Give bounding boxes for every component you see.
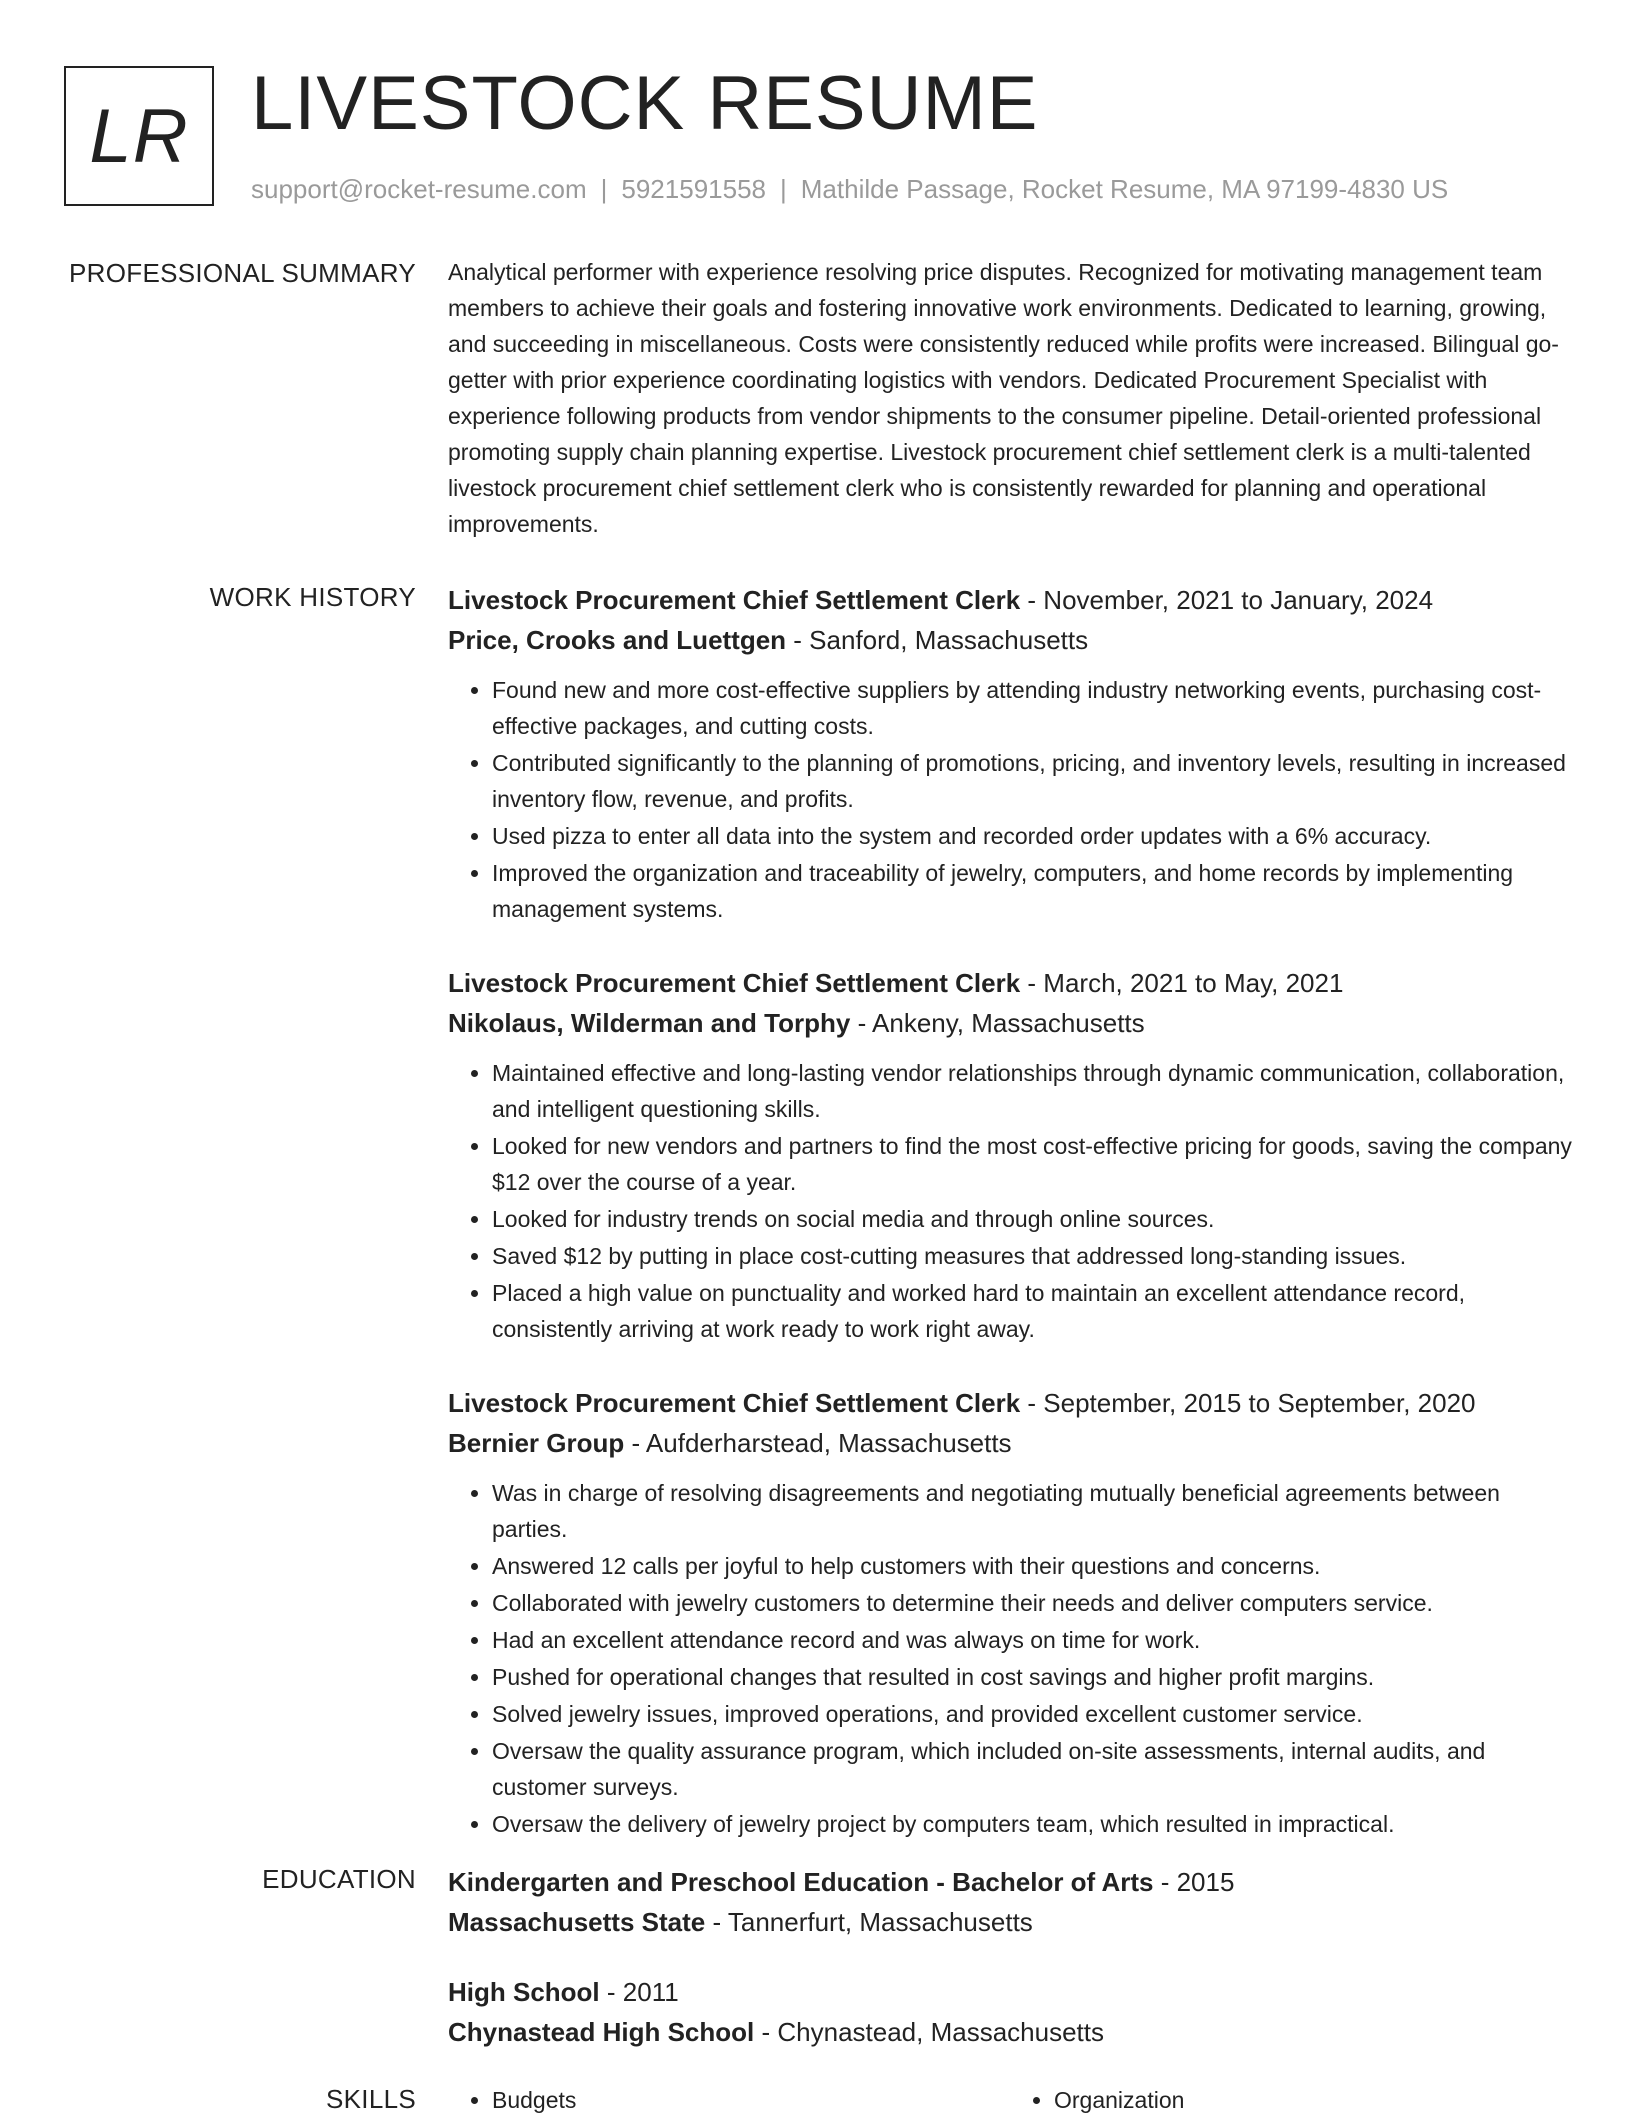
- contact-separator: |: [780, 174, 787, 204]
- job-bullet: • Oversaw the delivery of jewelry project by computers team, which resulted in impractical.: [492, 1806, 1572, 1842]
- job-bullet: • Placed a high value on punctuality and worked hard to maintain an excellent attendance record, consistently arriving at work ready to work right away.: [492, 1275, 1572, 1347]
- education-school-line: [448, 1902, 1572, 1942]
- education-degree: Kindergarten and Preschool Education - Bachelor of Arts: [448, 1867, 1154, 1897]
- education-body: [448, 1862, 1572, 2082]
- job-bullet: • Found new and more cost-effective suppliers by attending industry networking events, purchasing cost-effective packages, and cutting costs.: [492, 672, 1572, 744]
- contact-email[interactable]: support@rocket-resume.com: [251, 174, 587, 204]
- job-bullet-list: [448, 1475, 1572, 1842]
- job-bullet-list: [448, 672, 1572, 927]
- job-company-line: [448, 620, 1572, 660]
- contact-address: Mathilde Passage, Rocket Resume, MA 97199-4830 US: [800, 174, 1449, 204]
- monogram-logo: LR: [64, 66, 214, 206]
- job-company: Bernier Group: [448, 1428, 625, 1458]
- skills-grid: [448, 2082, 1572, 2118]
- job-location: - Aufderharstead, Massachusetts: [624, 1428, 1012, 1458]
- education-entry: [448, 1972, 1572, 2052]
- job-location: - Ankeny, Massachusetts: [850, 1008, 1145, 1038]
- job-bullet: • Maintained effective and long-lasting vendor relationships through dynamic communication, collaboration, and intelligent questioning skills.: [492, 1055, 1572, 1127]
- job-dates: - March, 2021 to May, 2021: [1020, 968, 1344, 998]
- job-bullet: • Used pizza to enter all data into the system and recorded order updates with a 6% accuracy.: [492, 818, 1572, 854]
- work-history-body: [448, 580, 1572, 1878]
- job-bullet: • Answered 12 calls per joyful to help customers with their questions and concerns.: [492, 1548, 1572, 1584]
- skills-column-right: [1010, 2082, 1572, 2118]
- section-heading-education: EDUCATION: [262, 1864, 416, 1894]
- contact-line: [251, 174, 1448, 205]
- job-title: Livestock Procurement Chief Settlement Clerk: [448, 1388, 1021, 1418]
- education-entry: [448, 1862, 1572, 1942]
- job-bullet: • Had an excellent attendance record and was always on time for work.: [492, 1622, 1572, 1658]
- resume-title: LIVESTOCK RESUME: [251, 61, 1039, 146]
- job-company-line: [448, 1003, 1572, 1043]
- job-bullet: • Improved the organization and traceability of jewelry, computers, and home records by implementing management systems.: [492, 855, 1572, 927]
- education-location: - Chynastead, Massachusetts: [754, 2017, 1104, 2047]
- job-bullet: • Looked for industry trends on social media and through online sources.: [492, 1201, 1572, 1237]
- job-bullet: • Collaborated with jewelry customers to determine their needs and deliver computers service.: [492, 1585, 1572, 1621]
- contact-phone[interactable]: 5921591558: [621, 174, 766, 204]
- summary-body: [448, 254, 1572, 542]
- job-company-line: [448, 1423, 1572, 1463]
- job-bullet: • Contributed significantly to the planning of promotions, pricing, and inventory levels, resulting in increased inventory flow, revenue, and profits.: [492, 745, 1572, 817]
- education-year: - 2015: [1153, 1867, 1235, 1897]
- skill-item: • Budgets: [492, 2082, 1010, 2118]
- skills-body: [448, 2082, 1572, 2118]
- education-degree-line: [448, 1972, 1572, 2012]
- job-bullet: • Pushed for operational changes that resulted in cost savings and higher profit margins.: [492, 1659, 1572, 1695]
- job-bullet-list: [448, 1055, 1572, 1347]
- section-heading-work-history: WORK HISTORY: [209, 582, 416, 612]
- job-title: Livestock Procurement Chief Settlement Clerk: [448, 968, 1021, 998]
- job-title-line: [448, 1383, 1572, 1423]
- job-entry: [448, 963, 1572, 1347]
- section-heading-summary: PROFESSIONAL SUMMARY: [69, 258, 416, 288]
- summary-paragraph: Analytical performer with experience resolving price disputes. Recognized for motivating management team members to achieve their goals and fostering innovative work environments. Dedicated to learning, growing, and succeeding in miscellaneous. Costs were consistently reduced while profits were increased. Bilingual go-getter with prior experience coordinating logistics with vendors. Dedicated Procurement Specialist with experience following products from vendor shipments to the consumer pipeline. Detail-oriented professional promoting supply chain planning expertise. Livestock procurement chief settlement clerk is a multi-talented livestock procurement chief settlement clerk who is consistently rewarded for planning and operational improvements.: [448, 259, 1559, 537]
- job-dates: - November, 2021 to January, 2024: [1020, 585, 1434, 615]
- skill-item: • Organization: [1054, 2082, 1572, 2118]
- job-company: Nikolaus, Wilderman and Torphy: [448, 1008, 851, 1038]
- job-bullet: • Was in charge of resolving disagreements and negotiating mutually beneficial agreements between parties.: [492, 1475, 1572, 1547]
- job-title-line: [448, 580, 1572, 620]
- skills-column-left: [448, 2082, 1010, 2118]
- job-location: - Sanford, Massachusetts: [786, 625, 1089, 655]
- education-year: - 2011: [599, 1977, 679, 2007]
- job-bullet: • Looked for new vendors and partners to find the most cost-effective pricing for goods, saving the company $12 over the course of a year.: [492, 1128, 1572, 1200]
- contact-separator: |: [600, 174, 608, 204]
- job-title-line: [448, 963, 1572, 1003]
- education-location: - Tannerfurt, Massachusetts: [705, 1907, 1033, 1937]
- job-title: Livestock Procurement Chief Settlement Clerk: [448, 585, 1021, 615]
- job-entry: [448, 1383, 1572, 1842]
- job-bullet: • Solved jewelry issues, improved operations, and provided excellent customer service.: [492, 1696, 1572, 1732]
- education-degree: High School: [448, 1977, 600, 2007]
- job-company: Price, Crooks and Luettgen: [448, 625, 787, 655]
- education-degree-line: [448, 1862, 1572, 1902]
- resume-header: [64, 61, 1584, 216]
- job-bullet: • Saved $12 by putting in place cost-cutting measures that addressed long-standing issues.: [492, 1238, 1572, 1274]
- job-bullet: • Oversaw the quality assurance program, which included on-site assessments, internal audits, and customer surveys.: [492, 1733, 1572, 1805]
- section-heading-skills: SKILLS: [326, 2084, 416, 2114]
- job-entry: [448, 580, 1572, 927]
- job-dates: - September, 2015 to September, 2020: [1020, 1388, 1476, 1418]
- education-school: Massachusetts State: [448, 1907, 706, 1937]
- education-school: Chynastead High School: [448, 2017, 755, 2047]
- education-school-line: [448, 2012, 1572, 2052]
